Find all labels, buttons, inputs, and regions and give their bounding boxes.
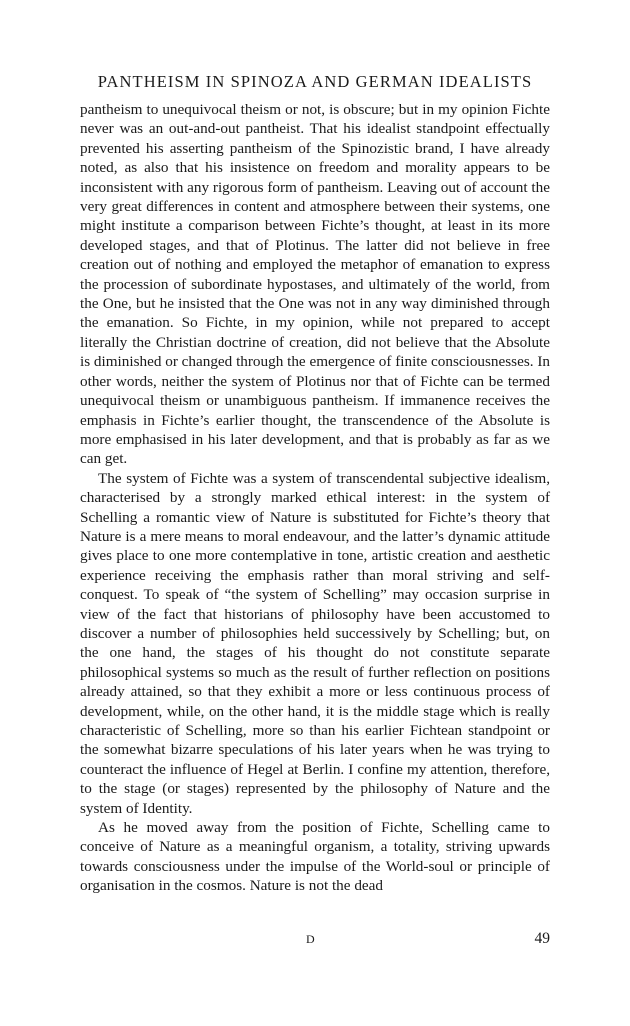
page-number: 49 <box>534 930 550 947</box>
body-text <box>80 100 550 896</box>
page-footer <box>80 930 550 952</box>
running-head-title: PANTHEISM IN SPINOZA AND GERMAN IDEALISTS <box>97 72 533 91</box>
paragraph-1: pantheism to unequivocal theism or not, is obscure; but in my opinion Fichte never was an out-and-out pantheist. That his idealist standpoint effectually prevented his asserting pantheism of the Spinozistic brand, I have already noted, as also that his insistence on freedom and morality appears to be inconsistent with any rigorous form of pantheism. Leaving out of account the very great differences in content and atmosphere between their systems, one might institute a comparison between Fichte’s thought, at least in its more developed stages, and that of Plotinus. The latter did not believe in free creation out of nothing and employed the metaphor of emanation to express the procession of subordinate hypostases, and ultimately of the world, from the One, but he insisted that the One was not in any way diminished through the emanation. So Fichte, in my opinion, while not prepared to accept literally the Christian doctrine of creation, did not believe that the Absolute is diminished or changed through the emergence of finite consciousnesses. In other words, neither the system of Plotinus nor that of Fichte can be termed unequivocal theism or unambiguous pantheism. If immanence receives the emphasis in Fichte’s earlier thought, the transcendence of the Absolute is more emphasised in his later development, and that is probably as far as we can get. <box>80 101 550 468</box>
page <box>80 72 550 896</box>
signature-mark: D <box>306 932 315 946</box>
paragraph-3: As he moved away from the position of Fichte, Schelling came to conceive of Nature as a meaningful organism, a totality, striving upwards towards consciousness under the impulse of the World-soul or principle of organisation in the cosmos. Nature is not the dead <box>80 819 550 895</box>
paragraph-2: The system of Fichte was a system of transcendental subjective idealism, characterised by a strongly marked ethical interest: in the system of Schelling a romantic view of Nature is substituted for Fichte’s theory that Nature is a mere means to moral endeavour, and the latter’s dynamic attitude gives place to one more contemplative in tone, artistic creation and aesthetic experience receiving the emphasis rather than moral striving and self-conquest. To speak of “the system of Schelling” may occasion surprise in view of the fact that historians of philosophy have been accustomed to discover a number of philosophies held successively by Schelling; but, on the one hand, the stages of his thought do not constitute separate philosophical systems so much as the result of further reflection on positions already attained, so that they exhibit a more or less continuous process of development, while, on the other hand, it is the middle stage which is really characteristic of Schelling, more so than his earlier Fichtean standpoint or the somewhat bizarre speculations of his later years when he was trying to counteract the influence of Hegel at Berlin. I confine my attention, therefore, to the stage (or stages) represented by the philosophy of Nature and the system of Identity. <box>80 469 550 817</box>
